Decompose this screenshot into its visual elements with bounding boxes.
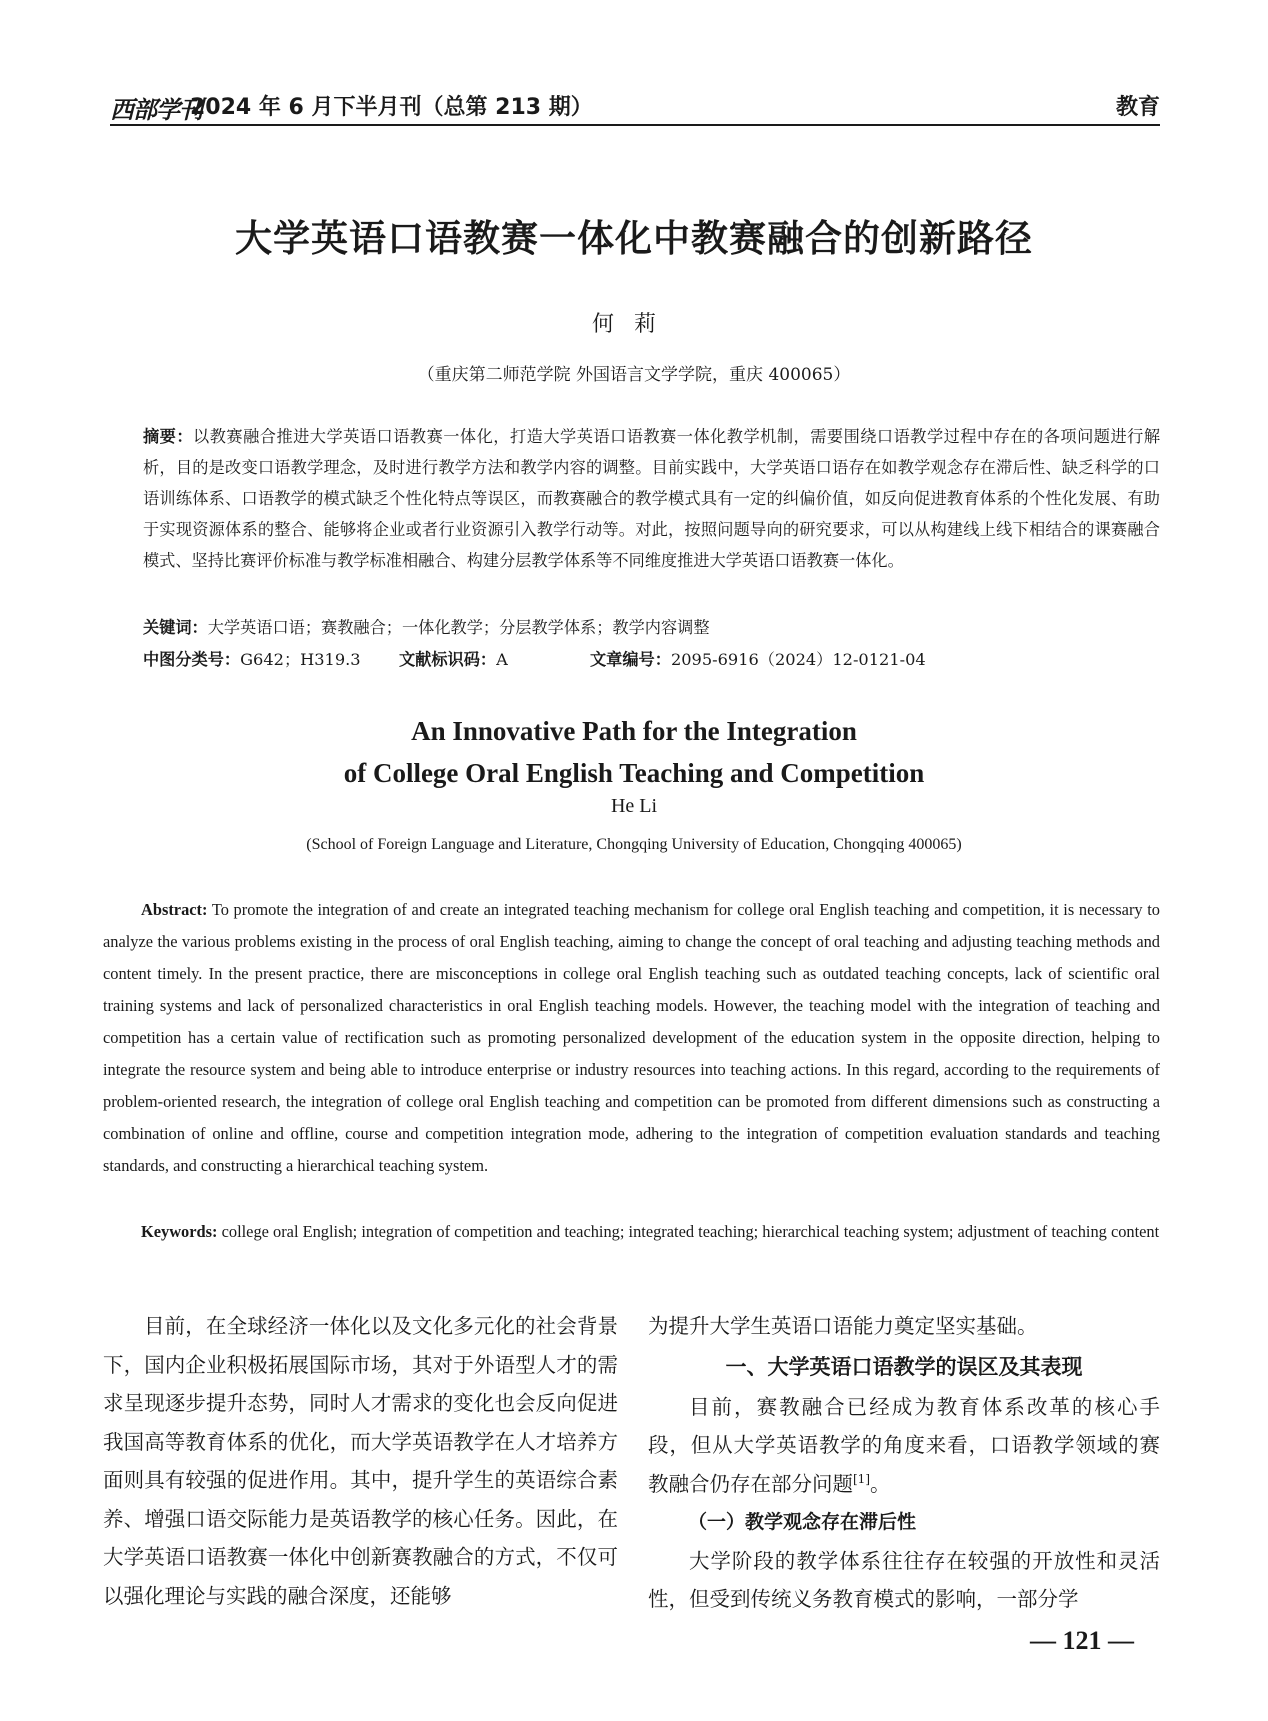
citation-ref: [1] <box>853 1471 870 1486</box>
english-title-line1: An Innovative Path for the Integration <box>411 716 857 746</box>
section-heading-1: 一、大学英语口语教学的误区及其表现 <box>725 1354 1083 1379</box>
chinese-affiliation: （重庆第二师范学院 外国语言文学学院，重庆 400065） <box>417 365 851 385</box>
chinese-author: 何莉 <box>591 312 676 337</box>
english-title <box>0 710 1268 794</box>
subsection-heading-1: （一）教学观念存在滞后性 <box>688 1511 917 1533</box>
english-abstract <box>103 894 1160 1182</box>
section-1-paragraph: 目前，赛教融合已经成为教育体系改革的核心手段，但从大学英语教学的角度来看，口语教学领域的赛教融合仍存在部分问题[1]。 <box>648 1394 1160 1496</box>
document-code: 文献标识码：A <box>399 650 508 669</box>
running-header <box>110 88 1160 128</box>
intro-paragraph-continued: 为提升大学生英语口语能力奠定坚实基础。 <box>648 1314 1038 1338</box>
chinese-title: 大学英语口语教赛一体化中教赛融合的创新路径 <box>235 217 1033 260</box>
subsection-1-paragraph: 大学阶段的教学体系往往存在较强的开放性和灵活性，但受到传统义务教育模式的影响，一部分学 <box>648 1548 1160 1611</box>
chinese-keywords-text: 大学英语口语；赛教融合；一体化教学；分层教学体系；教学内容调整 <box>207 618 710 637</box>
english-keywords <box>103 1216 1160 1248</box>
chinese-abstract-text: 以教赛融合推进大学英语口语教赛一体化，打造大学英语口语教赛一体化教学机制，需要围绕口语教学过程中存在的各项问题进行解析，目的是改变口语教学理念，及时进行教学方法和教学内容的调整。目前实践中，大学英语口语存在如教学观念存在滞后性、缺乏科学的口语训练体系、口语教学的模式缺乏个性化特点等误区，而教赛融合的教学模式具有一定的纠偏价值，如反向促进教育体系的个性化发展、有助于实现资源体系的整合、能够将企业或者行业资源引入教学行动等。对此，按照问题导向的研究要求，可以从构建线上线下相结合的课赛融合模式、坚持比赛评价标准与教学标准相融合、构建分层教学体系等不同维度推进大学英语口语教赛一体化。 <box>143 427 1161 570</box>
intro-paragraph: 目前，在全球经济一体化以及文化多元化的社会背景下，国内企业积极拓展国际市场，其对于外语型人才的需求呈现逐步提升态势，同时人才需求的变化也会反向促进我国高等教育体系的优化，而大学英语教学在人才培养方面则具有较强的促进作用。其中，提升学生的英语综合素养、增强口语交际能力是英语教学的核心任务。因此，在大学英语口语教赛一体化中创新赛教融合的方式，不仅可以强化理论与实践的融合深度，还能够 <box>103 1314 618 1608</box>
article-metadata <box>143 645 1160 675</box>
body-column-left <box>103 1307 618 1615</box>
english-keywords-text: college oral English; integration of competition and teaching; integrated teaching; hierarchical teaching system; adjustment of teaching content <box>221 1222 1160 1241</box>
page-number: — 121 — <box>1030 1626 1134 1655</box>
header-rule <box>110 124 1160 126</box>
body-column-right <box>648 1307 1160 1619</box>
english-title-line2: of College Oral English Teaching and Competition <box>343 758 925 788</box>
english-keywords-label: Keywords: <box>141 1222 218 1241</box>
article-number: 文章编号：2095-6916（2024）12-0121-04 <box>590 650 926 669</box>
chinese-abstract <box>143 421 1160 576</box>
journal-issue: 2024 年 6 月下半月刊（总第 213 期） <box>190 95 593 120</box>
english-abstract-text: To promote the integration of and create an integrated teaching mechanism for college oral English teaching and competition, it is necessary to analyze the various problems existing in the process of oral English teaching, aiming to change the concept of oral teaching and adjusting teaching methods and content timely. In the present practice, there are misconceptions in college oral English teaching such as outdated teaching concepts, lack of scientific oral training systems and lack of personalized characteristics in oral English teaching models. However, the teaching model with the integration of teaching and competition has a certain value of rectification such as promoting personalized development of the education system in the opposite direction, helping to integrate the resource system and being able to introduce enterprise or industry resources into teaching actions. In this regard, according to the requirements of problem-oriented research, the integration of college oral English teaching and competition can be promoted from different dimensions such as constructing a combination of online and offline, course and competition integration mode, adhering to the integration of competition evaluation standards and teaching standards, and constructing a hierarchical teaching system. <box>103 900 1161 1175</box>
section-label: 教育 <box>1115 95 1160 120</box>
journal-logo: 西部学刊 <box>110 96 202 124</box>
chinese-keywords-label: 关键词： <box>143 618 208 637</box>
english-affiliation: (School of Foreign Language and Literature, Chongqing University of Education, Chongqing 400065) <box>306 836 962 853</box>
clc-number: 中图分类号：G642；H319.3 <box>143 650 361 669</box>
english-author: He Li <box>610 795 658 817</box>
english-abstract-label: Abstract: <box>141 900 208 919</box>
chinese-keywords <box>143 613 1160 643</box>
chinese-abstract-label: 摘要： <box>143 427 194 446</box>
